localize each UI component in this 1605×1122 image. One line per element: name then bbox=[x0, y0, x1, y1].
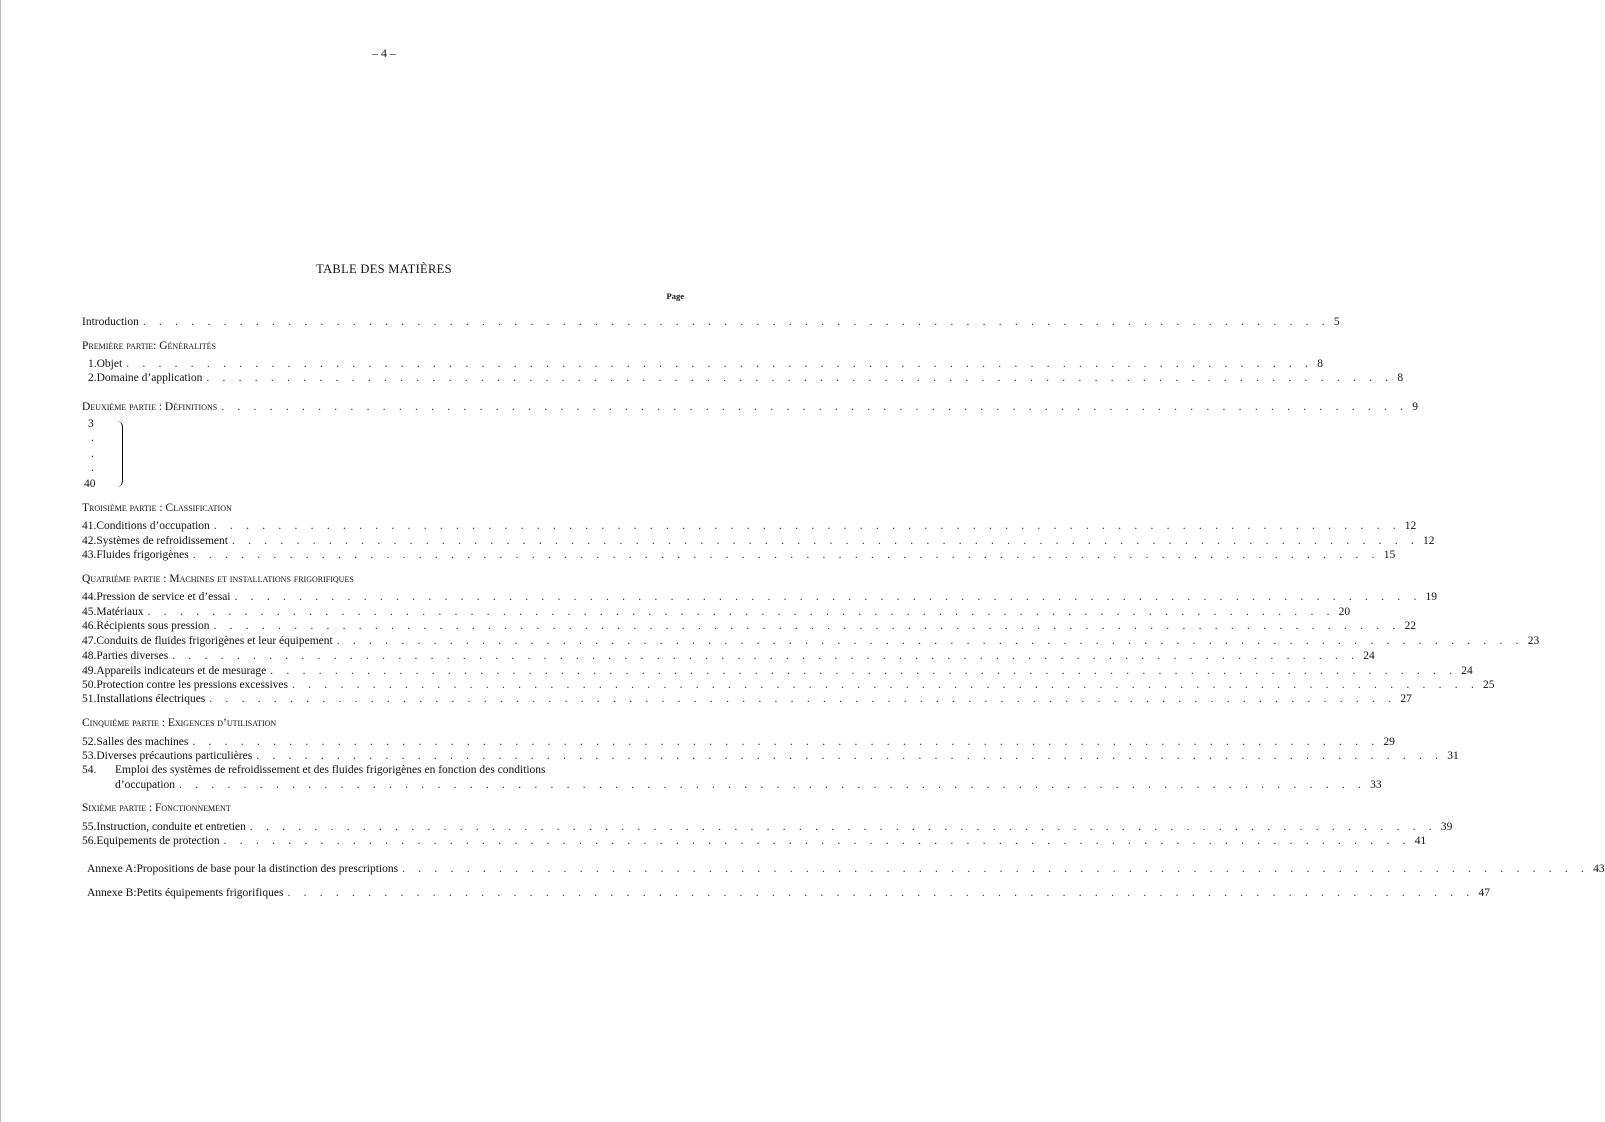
toc-entry[interactable] bbox=[82, 548, 1396, 563]
toc-entry[interactable] bbox=[82, 678, 1495, 693]
dot-leader: . . . . . . . . . . . . . . . . . . . . . . . . . . . . . . . . . . . . . . . . . . . . . . . . . . . . . . . . . . . . . . . . . . . . . . . . . . bbox=[249, 821, 1437, 833]
range-dot: . bbox=[91, 462, 94, 474]
entry-label: Emploi des systèmes de refroidissement et des fluides frigorigènes en fonction des conditions bbox=[115, 764, 546, 776]
entry-page: 23 bbox=[1527, 635, 1540, 647]
entry-number: 56. bbox=[82, 835, 97, 847]
entry-number: 49. bbox=[82, 665, 97, 677]
range-start: 3 bbox=[88, 418, 94, 430]
toc-entry[interactable] bbox=[82, 649, 1375, 664]
entry-number: 51. bbox=[82, 693, 97, 705]
entry-page: 39 bbox=[1440, 821, 1453, 833]
part-heading-4: Quatrième partie : Machines et installations frigorifiques bbox=[82, 573, 354, 585]
toc-entry-continuation[interactable] bbox=[115, 778, 1382, 793]
entry-page: 5 bbox=[1333, 316, 1340, 328]
dot-leader: . . . . . . . . . . . . . . . . . . . . . . . . . . . . . . . . . . . . . . . . . . . . . . . . . . . . . . . . . . . . . . . . . . . . . . . . . . bbox=[287, 887, 1475, 899]
dot-leader: . . . . . . . . . . . . . . . . . . . . . . . . . . . . . . . . . . . . . . . . . . . . . . . . . . . . . . . . . . . . . . . . . . . . . . . . . . bbox=[231, 535, 1419, 547]
entry-page: 8 bbox=[1397, 372, 1404, 384]
toc-entry[interactable] bbox=[82, 692, 1412, 707]
entry-label: Systèmes de refroidissement bbox=[96, 535, 228, 547]
toc-entry[interactable] bbox=[82, 534, 1435, 549]
entry-page: 33 bbox=[1370, 779, 1382, 791]
entry-label-continued: d’occupation bbox=[115, 779, 176, 791]
toc-entry-annexe-a[interactable] bbox=[87, 862, 1605, 877]
entry-page: 43 bbox=[1593, 863, 1605, 875]
toc-entry[interactable] bbox=[82, 820, 1453, 835]
dot-leader: . . . . . . . . . . . . . . . . . . . . . . . . . . . . . . . . . . . . . . . . . . . . . . . . . . . . . . . . . . . . . . . . . . . . . . . . . . bbox=[256, 750, 1444, 762]
entry-number: 48. bbox=[82, 650, 97, 662]
part-heading-3: Troisième partie : Classification bbox=[82, 502, 232, 514]
entry-number: 46. bbox=[82, 620, 97, 632]
entry-number: 41. bbox=[82, 520, 97, 532]
entry-page: 25 bbox=[1483, 679, 1495, 691]
range-bracket bbox=[114, 421, 123, 487]
entry-number: 47. bbox=[82, 635, 97, 647]
page-column-header: Page bbox=[666, 291, 684, 301]
entry-label: Matériaux bbox=[96, 606, 144, 618]
entry-label: Installations électriques bbox=[96, 693, 206, 705]
entry-number: 1. bbox=[88, 358, 97, 370]
toc-entry[interactable] bbox=[88, 371, 1404, 386]
dot-leader: . . . . . . . . . . . . . . . . . . . . . . . . . . . . . . . . . . . . . . . . . . . . . . . . . . . . . . . . . . . . . . . . . . . . . . . . . . bbox=[172, 650, 1360, 662]
entry-number: 2. bbox=[88, 372, 97, 384]
entry-label: Introduction bbox=[82, 316, 139, 328]
part-heading-2: Deuxième partie : Définitions bbox=[82, 401, 218, 413]
entry-page: 15 bbox=[1383, 549, 1396, 561]
dot-leader: . . . . . . . . . . . . . . . . . . . . . . . . . . . . . . . . . . . . . . . . . . . . . . . . . . . . . . . . . . . . . . . . . . . . . . . . . . bbox=[402, 863, 1590, 875]
toc-entry[interactable] bbox=[82, 519, 1417, 534]
entry-number: 54. bbox=[82, 764, 97, 776]
toc-entry[interactable] bbox=[82, 735, 1395, 750]
entry-number: 52. bbox=[82, 736, 97, 748]
dot-leader: . . . . . . . . . . . . . . . . . . . . . . . . . . . . . . . . . . . . . . . . . . . . . . . . . . . . . . . . . . . . . . . . . . . . . . . . . . bbox=[192, 549, 1380, 561]
dot-leader: . . . . . . . . . . . . . . . . . . . . . . . . . . . . . . . . . . . . . . . . . . . . . . . . . . . . . . . . . . . . . . . . . . . . . . . . . . bbox=[147, 606, 1335, 618]
page-number: – 4 – bbox=[372, 46, 396, 60]
entry-label: Objet bbox=[96, 358, 123, 370]
dot-leader: . . . . . . . . . . . . . . . . . . . . . . . . . . . . . . . . . . . . . . . . . . . . . . . . . . . . . . . . . . . . . . . . . . . . . . . . . . bbox=[270, 665, 1458, 677]
entry-label: Domaine d’application bbox=[96, 372, 203, 384]
entry-page: 47 bbox=[1478, 887, 1490, 899]
entry-number: 45. bbox=[82, 606, 97, 618]
toc-entry[interactable] bbox=[88, 357, 1323, 372]
entry-page: 29 bbox=[1383, 736, 1395, 748]
part-heading-6: Sixième partie : Fonctionnement bbox=[82, 802, 231, 814]
entry-page: 24 bbox=[1363, 650, 1375, 662]
dot-leader: . . . . . . . . . . . . . . . . . . . . . . . . . . . . . . . . . . . . . . . . . . . . . . . . . . . . . . . . . . . . . . . . . . . . . . . . . . bbox=[223, 835, 1411, 847]
dot-leader: . . . . . . . . . . . . . . . . . . . . . . . . . . . . . . . . . . . . . . . . . . . . . . . . . . . . . . . . . . . . . . . . . . . . . . . . . . bbox=[206, 372, 1394, 384]
range-dot: . bbox=[91, 432, 94, 444]
dot-leader: . . . . . . . . . . . . . . . . . . . . . . . . . . . . . . . . . . . . . . . . . . . . . . . . . . . . . . . . . . . . . . . . . . . . . . . . . . bbox=[292, 679, 1480, 691]
entry-number: 44. bbox=[82, 591, 97, 603]
entry-page: 19 bbox=[1425, 591, 1438, 603]
toc-entry[interactable] bbox=[82, 619, 1416, 634]
dot-leader: . . . . . . . . . . . . . . . . . . . . . . . . . . . . . . . . . . . . . . . . . . . . . . . . . . . . . . . . . . . . . . . . . . . . . . . . . . bbox=[179, 779, 1367, 791]
entry-label: Fluides frigorigènes bbox=[96, 549, 189, 561]
dot-leader: . . . . . . . . . . . . . . . . . . . . . . . . . . . . . . . . . . . . . . . . . . . . . . . . . . . . . . . . . . . . . . . . . . . . . . . . . . bbox=[192, 736, 1380, 748]
dot-leader: . . . . . . . . . . . . . . . . . . . . . . . . . . . . . . . . . . . . . . . . . . . . . . . . . . . . . . . . . . . . . . . . . . . . . . . . . . bbox=[221, 401, 1409, 413]
toc-entry[interactable] bbox=[82, 749, 1459, 764]
dot-leader: . . . . . . . . . . . . . . . . . . . . . . . . . . . . . . . . . . . . . . . . . . . . . . . . . . . . . . . . . . . . . . . . . . . . . . . . . . bbox=[213, 520, 1401, 532]
entry-page: 41 bbox=[1414, 835, 1427, 847]
entry-page: 8 bbox=[1317, 358, 1323, 370]
toc-entry-part-2[interactable] bbox=[82, 400, 1418, 415]
entry-label: Diverses précautions particulières bbox=[96, 750, 253, 762]
entry-page: 20 bbox=[1338, 606, 1351, 618]
toc-entry[interactable] bbox=[82, 664, 1473, 679]
entry-number: 42. bbox=[82, 535, 97, 547]
entry-page: 12 bbox=[1423, 535, 1435, 547]
entry-label: Parties diverses bbox=[96, 650, 169, 662]
entry-label: Conditions d’occupation bbox=[96, 520, 210, 532]
entry-label: Pression de service et d’essai bbox=[96, 591, 231, 603]
part-heading-1: Première partie: Généralités bbox=[82, 340, 216, 352]
entry-number: 55. bbox=[82, 821, 97, 833]
entry-page: 31 bbox=[1447, 750, 1459, 762]
entry-label: Appareils indicateurs et de mesurage bbox=[96, 665, 267, 677]
entry-page: 12 bbox=[1404, 520, 1417, 532]
dot-leader: . . . . . . . . . . . . . . . . . . . . . . . . . . . . . . . . . . . . . . . . . . . . . . . . . . . . . . . . . . . . . . . . . . . . . . . . . . bbox=[336, 635, 1524, 647]
toc-entry-introduction[interactable] bbox=[82, 315, 1340, 330]
annexe-separator: : bbox=[133, 863, 137, 875]
dot-leader: . . . . . . . . . . . . . . . . . . . . . . . . . . . . . . . . . . . . . . . . . . . . . . . . . . . . . . . . . . . . . . . . . . . . . . . . . . bbox=[213, 620, 1401, 632]
toc-entry[interactable] bbox=[82, 834, 1427, 849]
entry-number: 43. bbox=[82, 549, 97, 561]
part-heading-5: Cinquième partie : Exigences d’utilisation bbox=[82, 717, 277, 729]
entry-page: 22 bbox=[1404, 620, 1416, 632]
toc-title: TABLE DES MATIÈRES bbox=[316, 262, 452, 276]
toc-entry-multiline[interactable] bbox=[82, 763, 684, 778]
entry-label: Conduits de fluides frigorigènes et leur équipement bbox=[96, 635, 333, 647]
entry-number: 50. bbox=[82, 679, 97, 691]
toc-entry[interactable] bbox=[82, 634, 1540, 649]
annexe-separator: : bbox=[133, 887, 137, 899]
scan-edge bbox=[0, 0, 1, 1122]
entry-label: Protection contre les pressions excessives bbox=[96, 679, 288, 691]
dot-leader: . . . . . . . . . . . . . . . . . . . . . . . . . . . . . . . . . . . . . . . . . . . . . . . . . . . . . . . . . . . . . . . . . . . . . . . . . . bbox=[209, 693, 1397, 705]
entry-label: Salles des machines bbox=[96, 736, 189, 748]
entry-page: 24 bbox=[1461, 665, 1473, 677]
entry-page: 9 bbox=[1412, 401, 1418, 413]
entry-number: 53. bbox=[82, 750, 97, 762]
entry-label: Propositions de base pour la distinction des prescriptions bbox=[136, 863, 399, 875]
entry-label: Petits équipements frigorifiques bbox=[136, 887, 284, 899]
range-dot: . bbox=[91, 448, 94, 460]
dot-leader: . . . . . . . . . . . . . . . . . . . . . . . . . . . . . . . . . . . . . . . . . . . . . . . . . . . . . . . . . . . . . . . . . . . . . . . . . . bbox=[142, 316, 1330, 328]
toc-entry[interactable] bbox=[82, 605, 1351, 620]
entry-label: Equipements de protection bbox=[96, 835, 220, 847]
annexe-number: Annexe A bbox=[87, 863, 134, 875]
range-end: 40 bbox=[84, 478, 96, 490]
dot-leader: . . . . . . . . . . . . . . . . . . . . . . . . . . . . . . . . . . . . . . . . . . . . . . . . . . . . . . . . . . . . . . . . . . . . . . . . . . bbox=[234, 591, 1422, 603]
annexe-number: Annexe B bbox=[87, 887, 134, 899]
entry-label: Instruction, conduite et entretien bbox=[96, 821, 246, 833]
entry-page: 27 bbox=[1400, 693, 1412, 705]
toc-entry-annexe-b[interactable] bbox=[87, 886, 1490, 901]
entry-label: Récipients sous pression bbox=[96, 620, 210, 632]
toc-entry[interactable] bbox=[82, 590, 1438, 605]
dot-leader: . . . . . . . . . . . . . . . . . . . . . . . . . . . . . . . . . . . . . . . . . . . . . . . . . . . . . . . . . . . . . . . . . . . . . . . . . . bbox=[126, 358, 1314, 370]
